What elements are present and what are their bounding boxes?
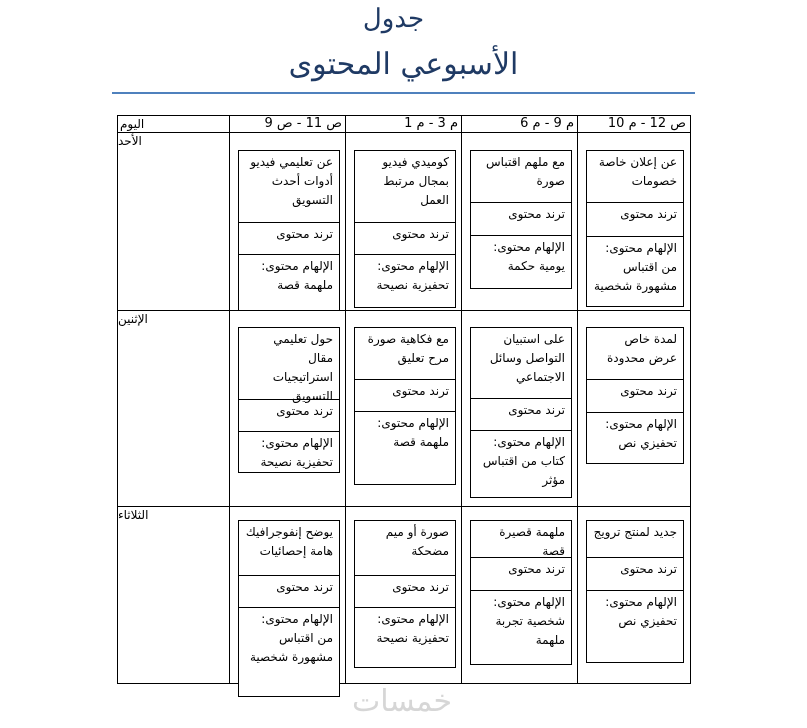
content-trend-label: ترند محتوى: [355, 380, 455, 412]
content-main-idea: يوضح إنفوجرافيك هامة إحصائيات: [239, 521, 339, 576]
day-column-header: اليوم: [120, 117, 145, 131]
content-card: [238, 520, 340, 697]
table-vertical-line: [690, 115, 691, 683]
content-inspiration: الإلهام محتوى: من اقتباس مشهورة شخصية: [593, 241, 677, 293]
content-main-idea: عن تعليمي فيديو أدوات أحدث التسويق: [239, 151, 339, 223]
content-inspiration: الإلهام محتوى: ملهمة قصة: [261, 259, 333, 292]
content-main-idea: جديد لمنتج ترويج: [587, 521, 683, 558]
table-vertical-line: [461, 115, 462, 683]
content-card: [586, 150, 684, 307]
content-main-idea: مع فكاهية صورة مرح تعليق: [355, 328, 455, 380]
content-card: [586, 327, 684, 464]
content-card: [586, 520, 684, 663]
table-vertical-line: [345, 115, 346, 683]
page-title-line-2: الأسبوعي المحتوى: [288, 47, 519, 82]
time-slot-header: م 9 - م 6: [520, 116, 574, 131]
day-label: الثلاثاء: [118, 508, 149, 522]
content-inspiration: الإلهام محتوى: تحفيزي نص: [605, 595, 677, 628]
content-inspiration: الإلهام محتوى: تحفيزية نصيحة: [376, 259, 449, 292]
content-card: [238, 150, 340, 311]
content-inspiration: الإلهام محتوى: تحفيزية نصيحة: [376, 612, 449, 645]
content-inspiration: الإلهام محتوى: تحفيزية نصيحة: [260, 436, 333, 469]
content-main-idea: لمدة خاص عرض محدودة: [587, 328, 683, 380]
table-horizontal-line: [117, 506, 691, 507]
content-inspiration: الإلهام محتوى: ملهمة قصة: [377, 416, 449, 449]
content-main-idea: صورة أو ميم مضحكة: [355, 521, 455, 576]
time-slot-header: م 3 - م 1: [404, 116, 458, 131]
content-trend-label: ترند محتوى: [471, 399, 571, 431]
content-trend-label: ترند محتوى: [471, 558, 571, 591]
watermark-logo: خمسات: [352, 684, 453, 719]
content-main-idea: حول تعليمي مقال استراتيجيات التسويق: [239, 328, 339, 400]
content-trend-label: ترند محتوى: [239, 576, 339, 608]
content-trend-label: ترند محتوى: [471, 203, 571, 236]
page-title-line-1: جدول: [362, 4, 425, 34]
content-trend-label: ترند محتوى: [587, 203, 683, 237]
content-trend-label: ترند محتوى: [239, 400, 339, 432]
content-main-idea: مع ملهم اقتباس صورة: [471, 151, 571, 203]
time-slot-header: ص 12 - م 10: [607, 116, 686, 131]
content-inspiration: الإلهام محتوى: شخصية تجربة ملهمة: [493, 595, 565, 647]
content-card: [354, 520, 456, 668]
content-card: [238, 327, 340, 473]
content-inspiration: الإلهام محتوى: يومية حكمة: [493, 240, 565, 273]
content-trend-label: ترند محتوى: [355, 223, 455, 255]
table-horizontal-line: [117, 132, 691, 133]
content-card: [470, 520, 572, 665]
content-main-idea: على استبيان التواصل وسائل الاجتماعي: [471, 328, 571, 399]
content-card: [354, 327, 456, 485]
content-card: [354, 150, 456, 308]
content-card: [470, 150, 572, 289]
table-vertical-line: [117, 115, 118, 683]
table-vertical-line: [577, 115, 578, 683]
content-inspiration: الإلهام محتوى: كتاب من اقتباس مؤثر: [482, 435, 565, 487]
table-vertical-line: [229, 115, 230, 683]
content-inspiration: الإلهام محتوى: تحفيزي نص: [605, 417, 677, 450]
content-trend-label: ترند محتوى: [587, 558, 683, 591]
content-trend-label: ترند محتوى: [239, 223, 339, 255]
day-label: الأحد: [118, 134, 142, 148]
time-slot-header: ص 11 - ص 9: [264, 116, 342, 131]
content-main-idea: كوميدي فيديو بمجال مرتبط العمل: [355, 151, 455, 223]
content-main-idea: عن إعلان خاصة خصومات: [587, 151, 683, 203]
day-label: الإثنين: [118, 312, 148, 326]
content-trend-label: ترند محتوى: [355, 576, 455, 608]
title-underline: [112, 92, 695, 94]
content-main-idea: ملهمة قصيرة قصة: [471, 521, 571, 558]
content-trend-label: ترند محتوى: [587, 380, 683, 413]
content-inspiration: الإلهام محتوى: من اقتباس مشهورة شخصية: [249, 612, 333, 664]
table-horizontal-line: [117, 310, 691, 311]
content-card: [470, 327, 572, 498]
